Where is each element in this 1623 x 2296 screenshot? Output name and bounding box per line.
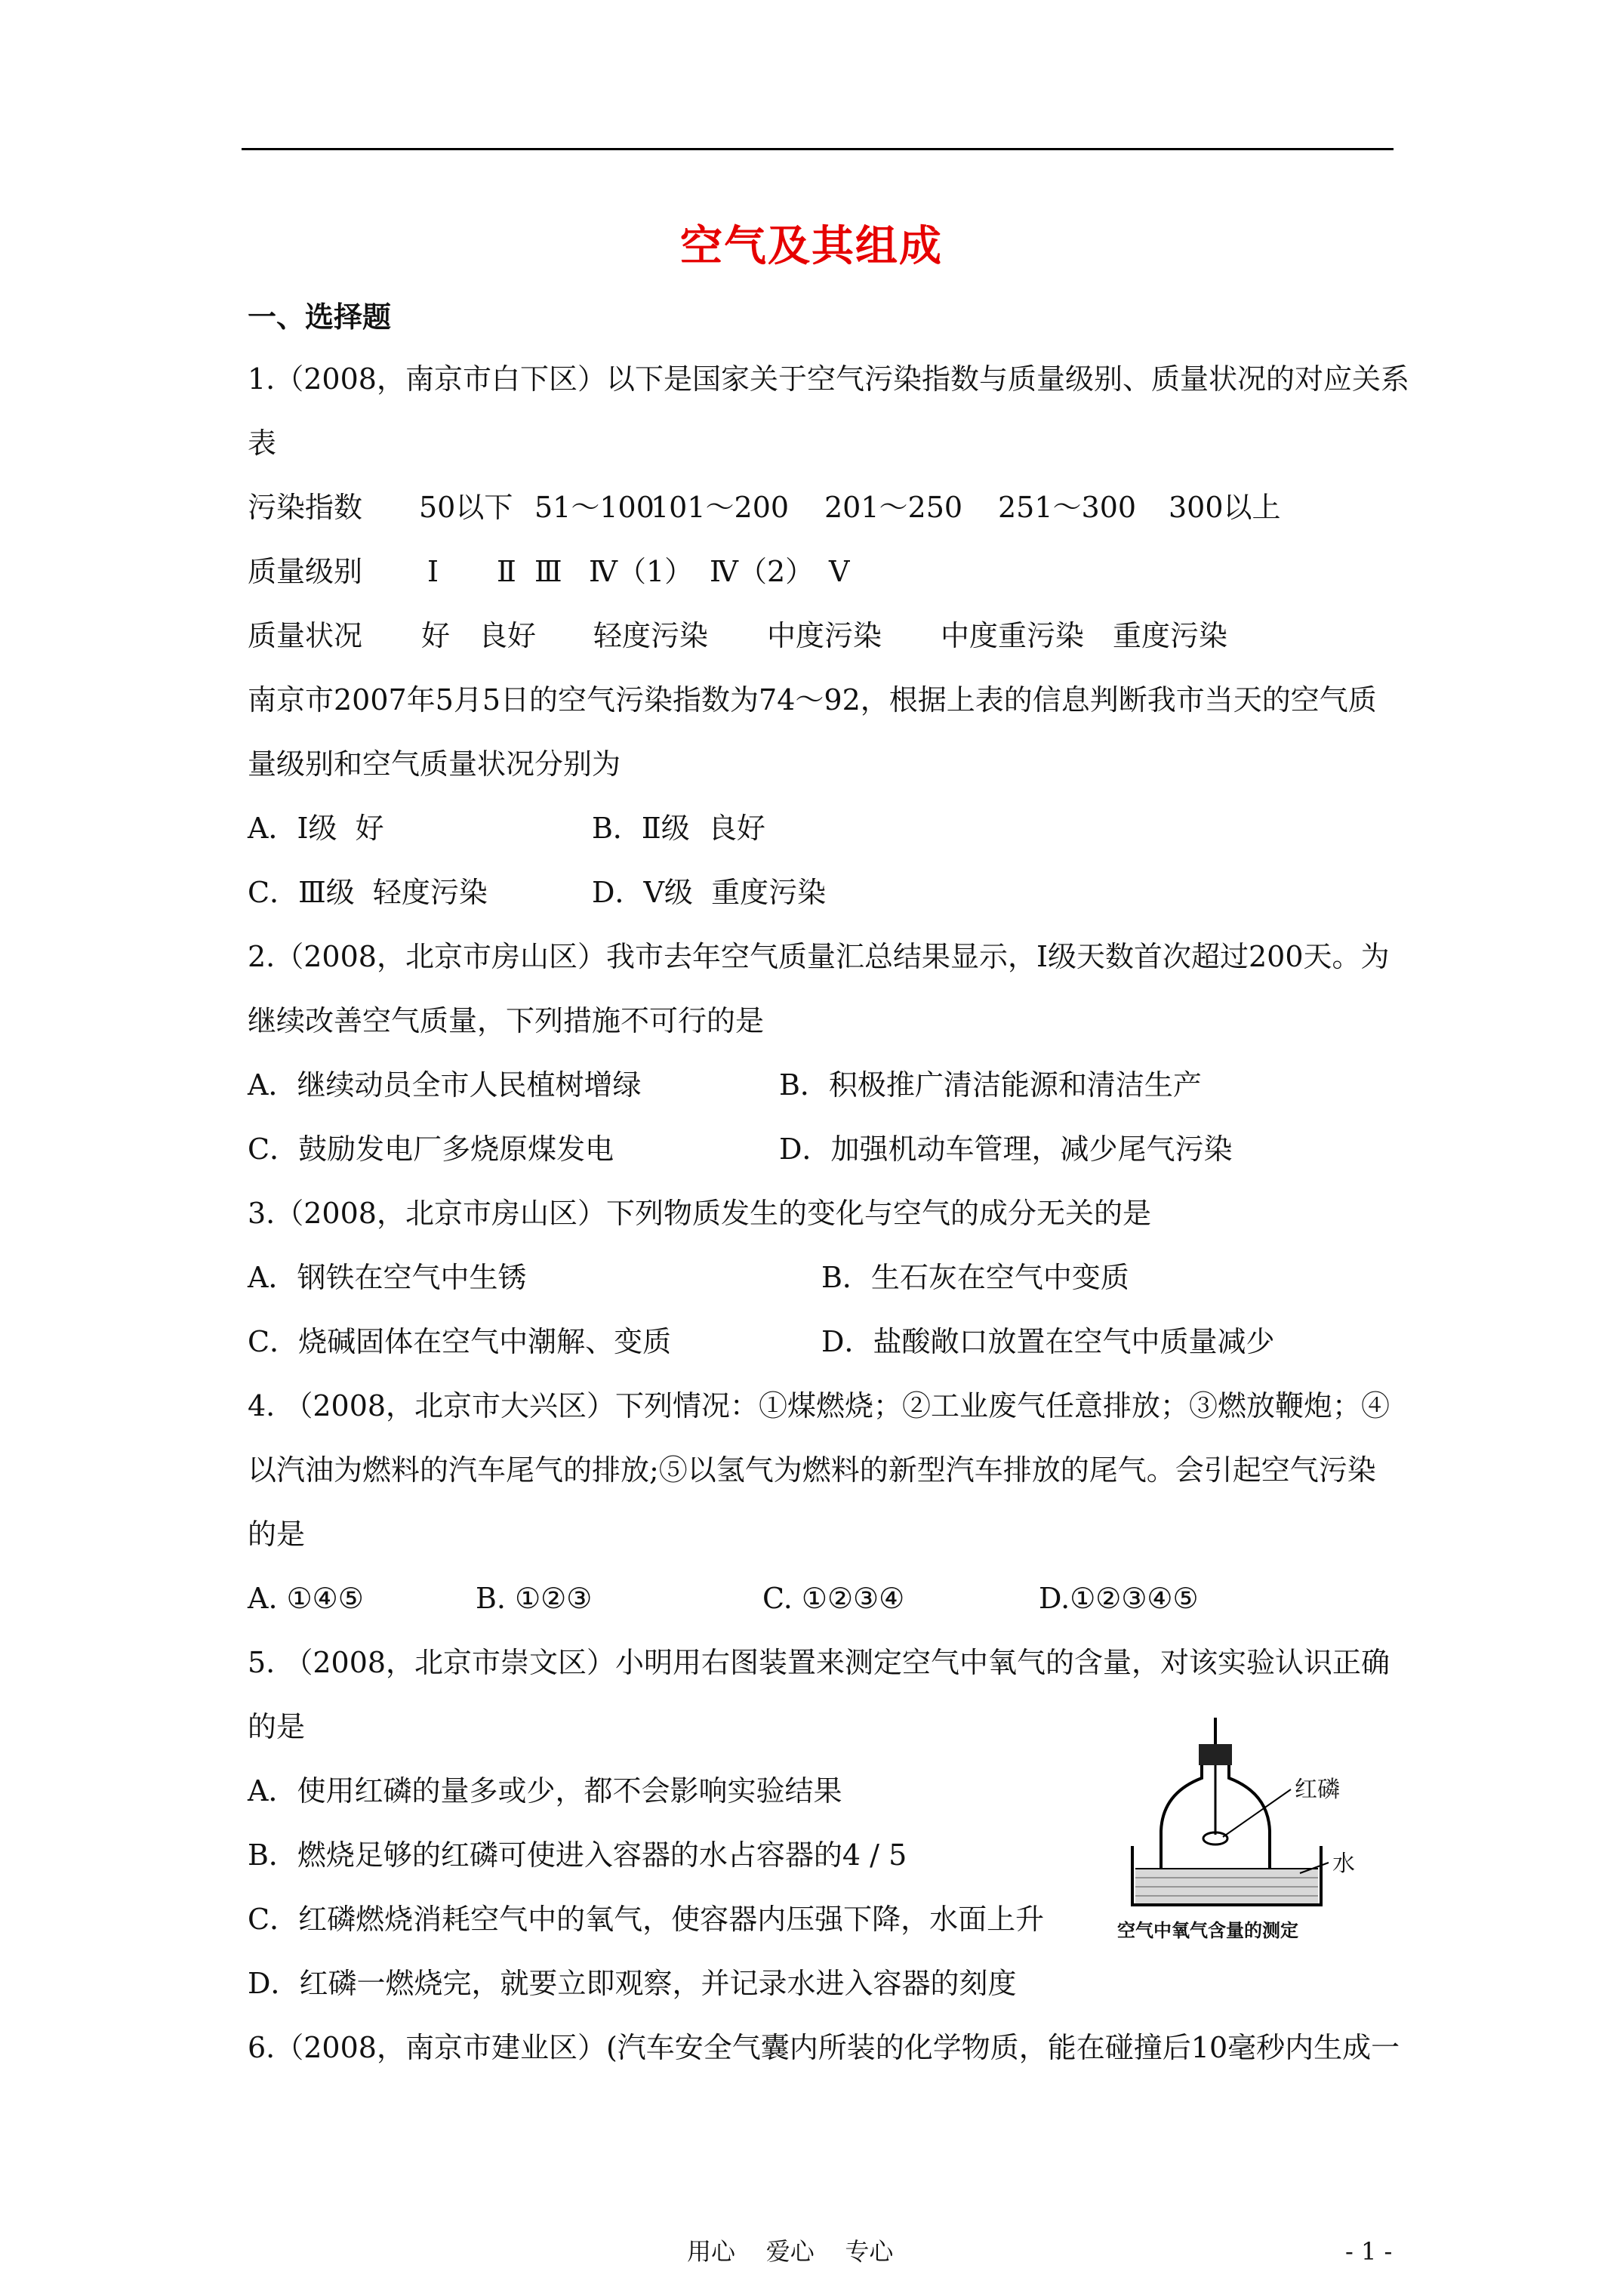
q4-option-a: A. ①④⑤ — [248, 1582, 364, 1615]
q2-option-d: D．加强机动车管理，减少尾气污染 — [779, 1133, 1233, 1166]
q5-option-d: D．红磷一燃烧完，就要立即观察，并记录水进入容器的刻度 — [248, 1967, 1017, 2000]
q3-option-a: A．钢铁在空气中生锈 — [248, 1261, 527, 1294]
table-cell: Ⅲ — [534, 555, 562, 588]
q3-option-d: D．盐酸敞口放置在空气中质量减少 — [821, 1325, 1275, 1358]
q5-option-a: A．使用红磷的量多或少，都不会影响实验结果 — [248, 1774, 842, 1808]
bell-jar-apparatus-icon — [1102, 1703, 1419, 1944]
table-cell: 好 — [421, 619, 451, 652]
q4-line3: 的是 — [248, 1518, 306, 1551]
q3-option-c: C．烧碱固体在空气中潮解、变质 — [248, 1325, 672, 1358]
q3-line1: 3.（2008，北京市房山区）下列物质发生的变化与空气的成分无关的是 — [248, 1197, 1151, 1230]
table-cell: Ⅳ（1） — [589, 555, 694, 588]
q2-line2: 继续改善空气质量，下列措施不可行的是 — [248, 1004, 765, 1037]
q2-option-a: A．继续动员全市人民植树增绿 — [248, 1068, 642, 1102]
table-cell: 中度污染 — [767, 619, 882, 652]
table-cell: 中度重污染 — [941, 619, 1085, 652]
table-cell: 质量级别 — [248, 555, 363, 588]
q1-stem2: 量级别和空气质量状况分别为 — [248, 747, 621, 781]
table-cell: 轻度污染 — [593, 619, 709, 652]
table-cell: 50以下 — [419, 491, 513, 524]
figure-label-phosphorus: 红磷 — [1295, 1777, 1340, 1803]
q1-option-d: D．Ⅴ级 重度污染 — [592, 876, 827, 909]
q4-option-c: C. ①②③④ — [762, 1582, 905, 1615]
experiment-figure — [1102, 1703, 1419, 1944]
table-cell: 良好 — [479, 619, 537, 652]
q4-option-b: B. ①②③ — [476, 1582, 593, 1615]
q4-line2: 以汽油为燃料的汽车尾气的排放;⑤以氢气为燃料的新型汽车排放的尾气。会引起空气污染 — [248, 1453, 1376, 1487]
q5-option-b: B．燃烧足够的红磷可使进入容器的水占容器的4 / 5 — [248, 1838, 907, 1872]
section-heading: 一、选择题 — [248, 300, 392, 334]
q1-option-a: A．Ⅰ级 好 — [248, 812, 384, 845]
q2-line1: 2.（2008，北京市房山区）我市去年空气质量汇总结果显示，Ⅰ级天数首次超过200天。为 — [248, 940, 1390, 973]
table-cell: 201～250 — [824, 491, 963, 524]
page-title: 空气及其组成 — [680, 221, 943, 271]
table-cell: Ⅱ — [497, 555, 516, 588]
table-cell: 101～200 — [651, 491, 790, 524]
q3-option-b: B．生石灰在空气中变质 — [821, 1261, 1129, 1294]
q1-option-b: B．Ⅱ级 良好 — [592, 812, 765, 845]
table-cell: Ⅴ — [829, 555, 850, 588]
table-cell: 51～100 — [534, 491, 654, 524]
figure-label-water: 水 — [1332, 1851, 1355, 1877]
q4-line1: 4. （2008，北京市大兴区）下列情况：①煤燃烧；②工业废气任意排放；③燃放鞭炮；④ — [248, 1389, 1390, 1422]
q1-line1: 1.（2008，南京市白下区）以下是国家关于空气污染指数与质量级别、质量状况的对应关系 — [248, 362, 1409, 396]
table-cell: 300以上 — [1169, 491, 1281, 524]
q4-option-d: D.①②③④⑤ — [1039, 1582, 1199, 1615]
page-number: - 1 - — [1345, 2237, 1393, 2266]
q6-line1: 6.（2008，南京市建业区）(汽车安全气囊内所装的化学物质，能在碰撞后10毫秒内生成一 — [248, 2031, 1400, 2064]
q5-option-c: C．红磷燃烧消耗空气中的氧气，使容器内压强下降，水面上升 — [248, 1903, 1045, 1936]
table-cell: 重度污染 — [1113, 619, 1228, 652]
q5-line1: 5. （2008，北京市崇文区）小明用右图装置来测定空气中氧气的含量，对该实验认识正确 — [248, 1646, 1390, 1679]
q1-option-c: C．Ⅲ级 轻度污染 — [248, 876, 488, 909]
footer-motto: 用心 爱心 专心 — [687, 2237, 894, 2266]
q5-line2: 的是 — [248, 1710, 306, 1743]
figure-caption: 空气中氧气含量的测定 — [1117, 1920, 1298, 1941]
q2-option-c: C．鼓励发电厂多烧原煤发电 — [248, 1133, 614, 1166]
q2-option-b: B．积极推广清洁能源和清洁生产 — [779, 1068, 1202, 1102]
table-cell: 质量状况 — [248, 619, 363, 652]
table-cell: 251～300 — [998, 491, 1137, 524]
q1-stem1: 南京市2007年5月5日的空气污染指数为74～92，根据上表的信息判断我市当天的空气质 — [248, 683, 1377, 717]
table-cell: Ⅰ — [427, 555, 439, 588]
q1-line2: 表 — [248, 427, 277, 460]
header-rule — [242, 148, 1394, 150]
table-cell: 污染指数 — [248, 491, 363, 524]
table-cell: Ⅳ（2） — [710, 555, 815, 588]
